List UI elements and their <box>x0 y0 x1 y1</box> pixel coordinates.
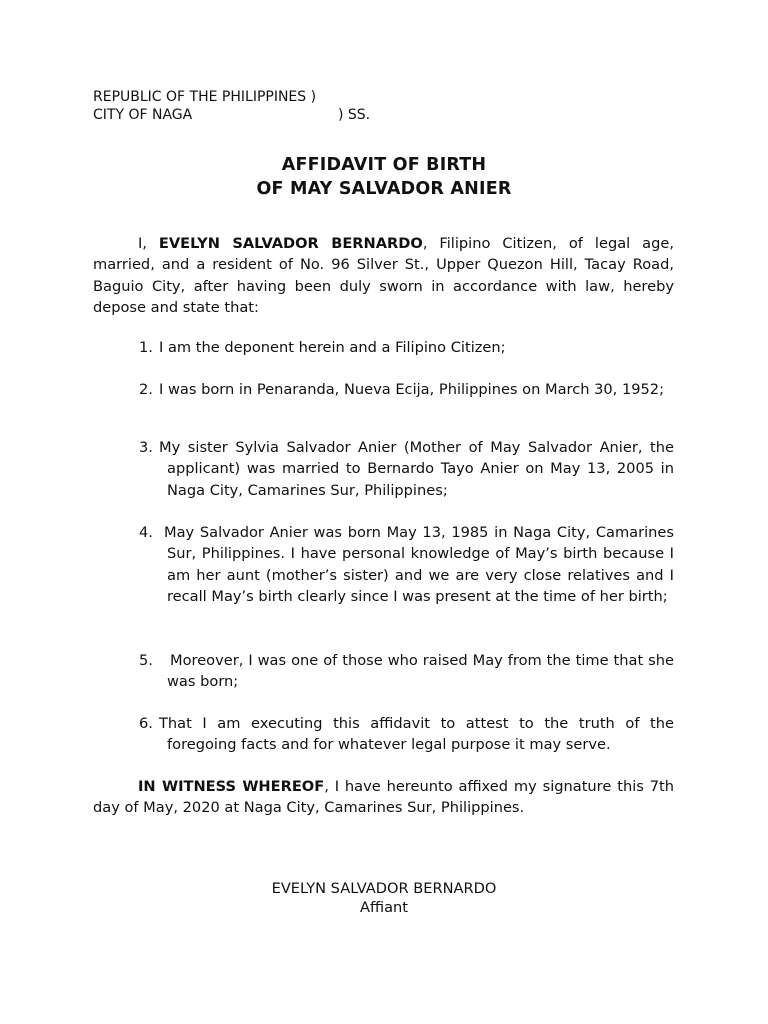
list-item <box>139 713 674 756</box>
list-item <box>139 437 674 501</box>
witness-paragraph <box>93 776 674 819</box>
intro-text: , Filipino Citizen, of legal age, married, and a resident of No. 96 Silver St., Upper Quezon Hill, Tacay Road, Baguio City, after having been duly sworn in accordance with law, hereby depose and state that: <box>93 235 674 316</box>
item-text: I am the deponent herein and a Filipino Citizen; <box>159 339 506 356</box>
venue-city: CITY OF NAGA <box>93 107 193 123</box>
list-item <box>139 379 674 400</box>
title-line-2: OF MAY SALVADOR ANIER <box>256 179 512 199</box>
venue-line-2 <box>93 106 371 124</box>
item-text: That I am executing this affidavit to attest to the truth of the foregoing facts and for whatever legal purpose it may serve. <box>159 715 674 754</box>
intro-paragraph <box>93 233 674 318</box>
item-number: 4. <box>139 524 153 541</box>
deponent-name: EVELYN SALVADOR BERNARDO <box>158 235 423 252</box>
list-item <box>139 522 674 607</box>
item-number: 1. <box>139 339 153 356</box>
witness-lead: IN WITNESS WHEREOF <box>138 778 325 795</box>
affiant-name: EVELYN SALVADOR BERNARDO <box>271 880 497 897</box>
item-text: I was born in Penaranda, Nueva Ecija, Philippines on March 30, 1952; <box>159 381 665 398</box>
item-text: May Salvador Anier was born May 13, 1985 in Naga City, Camarines Sur, Philippines. I have personal knowledge of May’s birth because I am her aunt (mother’s sister) and we are very close relatives and I recall May’s birth clearly since I was present at the time of her birth; <box>164 524 674 605</box>
list-item <box>139 650 674 693</box>
item-number: 6. <box>139 715 153 732</box>
venue-ss: ) SS. <box>338 107 371 123</box>
item-text: My sister Sylvia Salvador Anier (Mother of May Salvador Anier, the applicant) was married to Bernardo Tayo Anier on May 13, 2005 in Naga City, Camarines Sur, Philippines; <box>159 439 674 499</box>
venue-republic: REPUBLIC OF THE PHILIPPINES ) <box>93 89 317 105</box>
item-text: Moreover, I was one of those who raised May from the time that she was born; <box>167 652 674 691</box>
venue-line-1 <box>93 88 316 106</box>
item-number: 3. <box>139 439 153 456</box>
document-title <box>0 153 768 201</box>
witness-text: , I have hereunto affixed my signature this 7th day of May, 2020 at Naga City, Camarines Sur, Philippines. <box>93 778 674 817</box>
title-line-1: AFFIDAVIT OF BIRTH <box>281 155 487 175</box>
item-number: 2. <box>139 381 153 398</box>
affiant-role: Affiant <box>359 899 408 916</box>
intro-lead: I, <box>138 235 159 252</box>
item-number: 5. <box>139 652 153 669</box>
list-item <box>139 337 674 358</box>
venue-block <box>93 88 371 124</box>
signature-block <box>0 879 768 917</box>
